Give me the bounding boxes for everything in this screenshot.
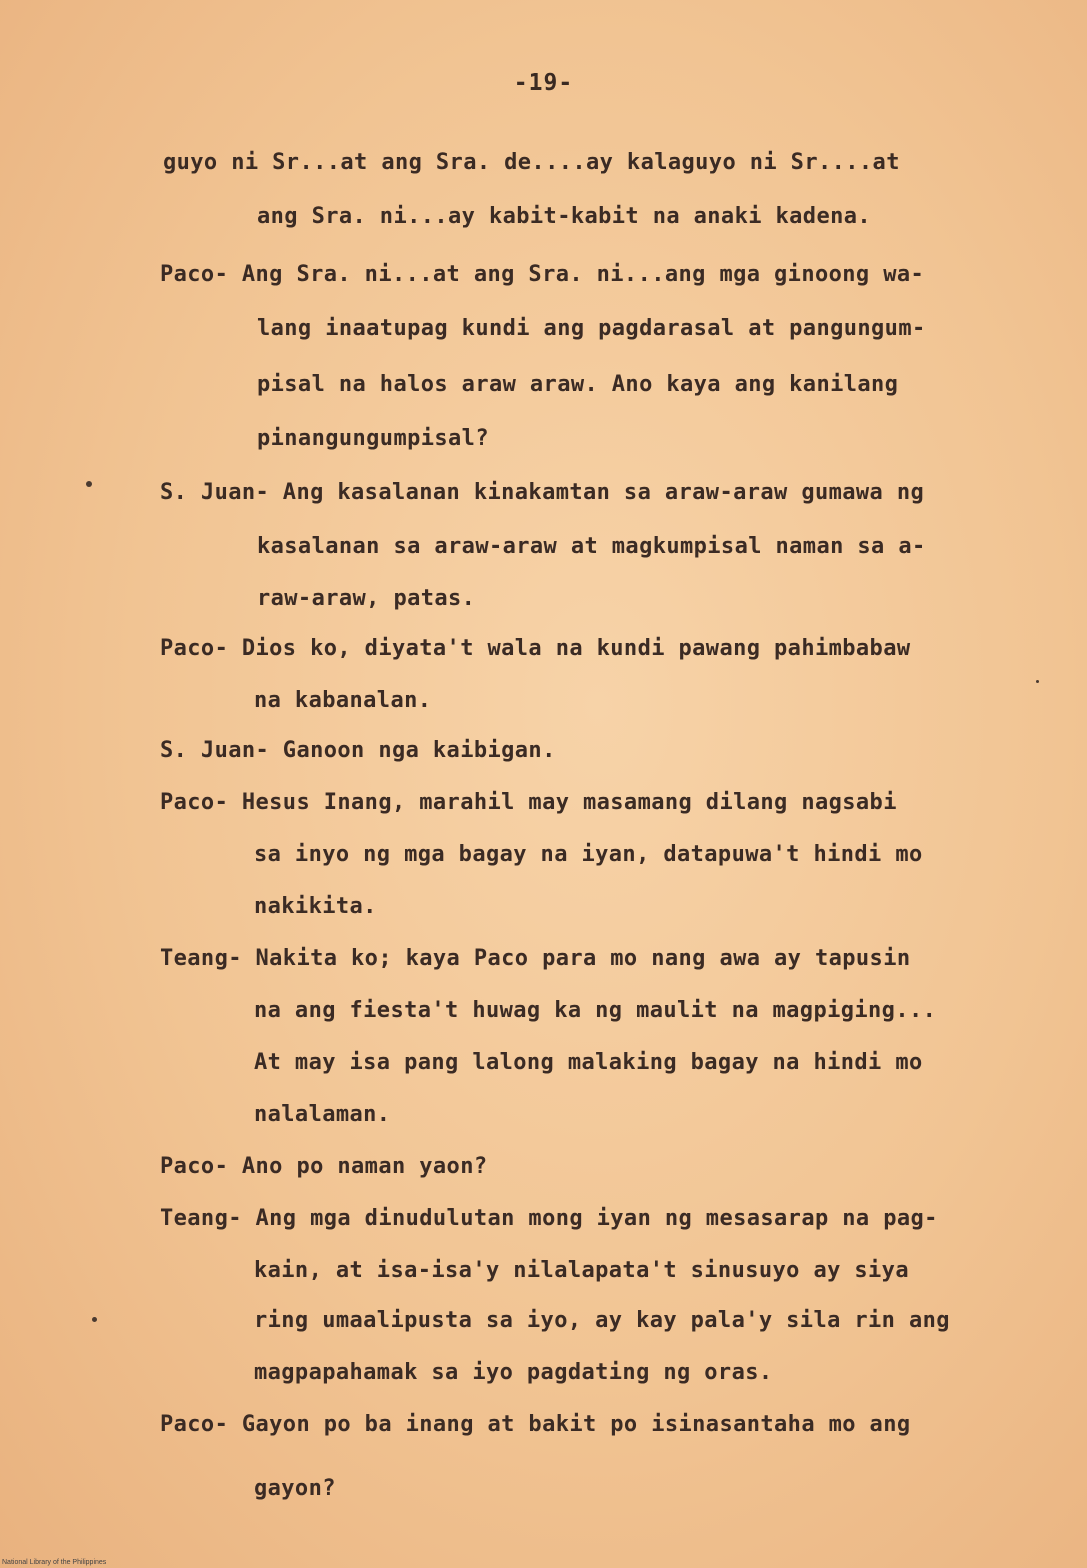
text-line: ang Sra. ni...ay kabit-kabit na anaki kadena. — [257, 204, 872, 229]
text-line: na ang fiesta't huwag ka ng maulit na magpiging... — [254, 998, 937, 1023]
text-line: pinangungumpisal? — [257, 426, 489, 451]
ink-speck — [1036, 680, 1039, 683]
text-line: sa inyo ng mga bagay na iyan, datapuwa't hindi mo — [254, 842, 923, 867]
text-line: ring umaalipusta sa iyo, ay kay pala'y sila rin ang — [254, 1308, 950, 1333]
text-line: kasalanan sa araw-araw at magkumpisal naman sa a- — [257, 534, 926, 559]
footer-credit: National Library of the Philippines — [2, 1559, 107, 1566]
text-line: Paco- Dios ko, diyata't wala na kundi pawang pahimbabaw — [160, 636, 911, 661]
text-line: S. Juan- Ang kasalanan kinakamtan sa araw-araw gumawa ng — [160, 480, 925, 505]
text-line: pisal na halos araw araw. Ano kaya ang kanilang — [257, 372, 899, 397]
text-line: gayon? — [254, 1476, 336, 1501]
text-line: Paco- Hesus Inang, marahil may masamang dilang nagsabi — [160, 790, 897, 815]
ink-speck — [92, 1317, 97, 1322]
page-number: -19- — [513, 70, 574, 96]
text-line: Paco- Gayon po ba inang at bakit po isinasantaha mo ang — [160, 1412, 911, 1437]
text-line: Paco- Ang Sra. ni...at ang Sra. ni...ang mga ginoong wa- — [160, 262, 925, 287]
text-line: S. Juan- Ganoon nga kaibigan. — [160, 738, 556, 763]
text-line: magpapahamak sa iyo pagdating ng oras. — [254, 1360, 773, 1385]
text-line: At may isa pang lalong malaking bagay na hindi mo — [254, 1050, 923, 1075]
text-line: Teang- Nakita ko; kaya Paco para mo nang awa ay tapusin — [160, 946, 911, 971]
text-line: guyo ni Sr...at ang Sra. de....ay kalaguyo ni Sr....at — [163, 150, 900, 175]
text-line: nakikita. — [254, 894, 377, 919]
text-line: raw-araw, patas. — [257, 586, 476, 611]
text-line: nalalaman. — [254, 1102, 391, 1127]
text-line: na kabanalan. — [254, 688, 432, 713]
text-line: Teang- Ang mga dinudulutan mong iyan ng mesasarap na pag- — [160, 1206, 938, 1231]
ink-speck — [86, 481, 92, 487]
text-line: Paco- Ano po naman yaon? — [160, 1154, 488, 1179]
text-line: lang inaatupag kundi ang pagdarasal at pangungum- — [257, 316, 926, 341]
text-line: kain, at isa-isa'y nilalapata't sinusuyo ay siya — [254, 1258, 909, 1283]
